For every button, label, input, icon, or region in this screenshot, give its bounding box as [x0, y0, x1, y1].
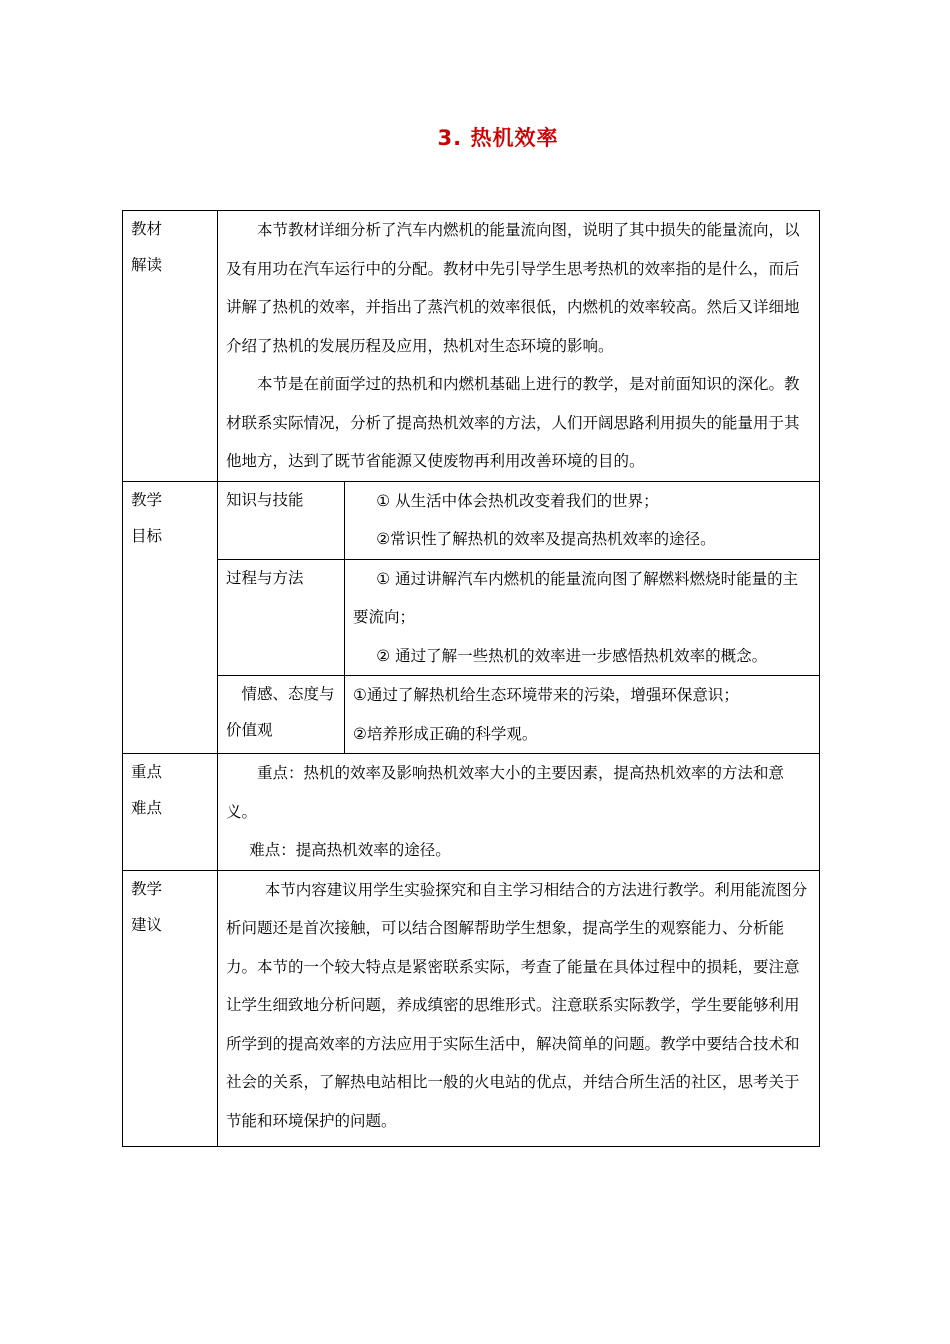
goal-line: ①通过了解热机给生态环境带来的污染，增强环保意识； — [353, 686, 739, 704]
row-goal-attitude — [123, 676, 820, 754]
goal-content — [345, 676, 820, 754]
reading-paragraph: 本节是在前面学过的热机和内燃机基础上进行的教学，是对前面知识的深化。教材联系实际情况，分析了提高热机效率的方法，人们开阔思路利用损失的能量用于其他地方，达到了既节省能源又使废物再利用改善环境的目的。 — [226, 375, 800, 470]
goal-subhead — [218, 676, 345, 754]
goal-line: ②常识性了解热机的效率及提高热机效率的途径。 — [376, 530, 716, 548]
goal-line: ① 通过讲解汽车内燃机的能量流向图了解燃料燃烧时能量的主要流向； — [353, 569, 799, 626]
goal-content — [345, 481, 820, 559]
keypoint-line: 重点：热机的效率及影响热机效率大小的主要因素，提高热机效率的方法和意义。 — [226, 764, 785, 821]
lesson-plan-table — [122, 210, 820, 1147]
row-label-line: 建议 — [131, 915, 163, 934]
row-goal-knowledge — [123, 481, 820, 559]
row-goal-process — [123, 559, 820, 676]
row-textbook-reading — [123, 211, 820, 482]
reading-paragraph: 本节教材详细分析了汽车内燃机的能量流向图，说明了其中损失的能量流向，以及有用功在汽车运行中的分配。教材中先引导学生思考热机的效率指的是什么，而后讲解了热机的效率，并指出了蒸汽机的效率很低，内燃机的效率较高。然后又详细地介绍了热机的发展历程及应用，热机对生态环境的影响。 — [226, 221, 800, 355]
goal-line: ① 从生活中体会热机改变着我们的世界； — [376, 491, 659, 510]
keypoint-line: 难点：提高热机效率的途径。 — [249, 841, 451, 859]
row-key-points — [123, 754, 820, 871]
row-label-advice — [123, 870, 218, 1147]
advice-content — [218, 870, 820, 1147]
page-title: 3. 热机效率 — [437, 126, 559, 150]
goal-subhead: 过程与方法 — [218, 559, 345, 676]
row-label-line: 难点 — [131, 799, 163, 817]
goal-content — [345, 559, 820, 676]
row-label-line: 教学 — [131, 490, 163, 509]
reading-content — [218, 211, 820, 482]
row-label-line: 目标 — [131, 526, 163, 545]
row-label-line: 教材 — [131, 220, 163, 238]
row-label-line: 重点 — [131, 763, 163, 781]
goal-line: ② 通过了解一些热机的效率进一步感悟热机效率的概念。 — [376, 646, 768, 665]
keypoints-content — [218, 754, 820, 871]
row-label-goals — [123, 481, 218, 754]
row-label-line: 教学 — [131, 879, 163, 898]
goal-subhead-text: 情感、态度与价值观 — [226, 685, 335, 739]
row-label-keypoints — [123, 754, 218, 871]
row-teaching-advice — [123, 870, 820, 1147]
goal-subhead: 知识与技能 — [218, 481, 345, 559]
advice-paragraph: 本节内容建议用学生实验探究和自主学习相结合的方法进行教学。利用能流图分析问题还是首次接触，可以结合图解帮助学生想象，提高学生的观察能力、分析能力。本节的一个较大特点是紧密联系实际，考查了能量在具体过程中的损耗，要注意让学生细致地分析问题，养成缜密的思维形式。注意联系实际教学，学生要能够利用所学到的提高效率的方法应用于实际生活中，解决简单的问题。教学中要结合技术和社会的关系，了解热电站相比一般的火电站的优点，并结合所生活的社区，思考关于节能和环境保护的问题。 — [226, 880, 808, 1130]
row-label-reading — [123, 211, 218, 482]
row-label-line: 解读 — [131, 256, 163, 274]
goal-line: ②培养形成正确的科学观。 — [353, 724, 538, 743]
